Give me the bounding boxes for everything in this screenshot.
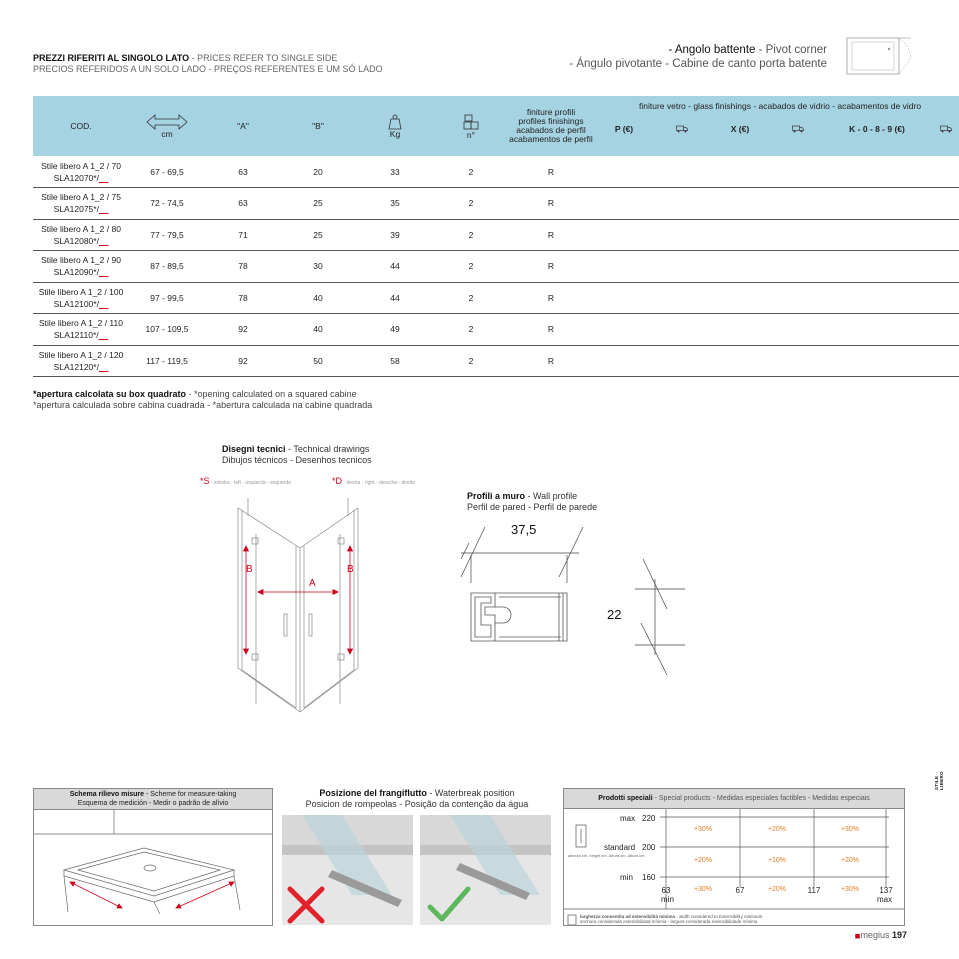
product-code: SLA12090*/ <box>53 267 99 278</box>
percent-surcharge: +20% <box>767 826 787 833</box>
a-cell: 63 <box>205 156 281 188</box>
delivery-k-cell <box>927 188 959 220</box>
tech-drawings-title <box>222 444 372 466</box>
delivery-p-cell <box>653 188 711 220</box>
product-name: Stile libero A 1_2 / 75 <box>41 192 121 203</box>
sidebar-series-tag: STILE LIBERO <box>934 771 944 790</box>
delivery-x-cell <box>769 219 827 251</box>
product-code-cell <box>33 156 129 188</box>
header-title-bold: PREZZI RIFERITI AL SINGOLO LATO <box>33 53 190 63</box>
hdr-finiture-profili: finiture profili <box>526 107 576 117</box>
product-code-cell <box>33 314 129 346</box>
price-x-cell <box>711 345 769 377</box>
price-k-cell <box>827 251 927 283</box>
delivery-x-cell <box>769 345 827 377</box>
measure-scheme-header <box>34 789 272 810</box>
product-name: Stile libero A 1_2 / 80 <box>41 223 121 234</box>
s-star: *S <box>200 476 210 486</box>
product-code-cell <box>33 282 129 314</box>
waterbreak-title <box>282 788 552 810</box>
price-p-cell <box>595 188 653 220</box>
b-cell: 25 <box>281 219 355 251</box>
code-suffix: __ <box>98 267 109 278</box>
table-row <box>33 251 959 283</box>
profile-title-rest: - Wall profile <box>525 491 578 501</box>
delivery-x-cell <box>769 282 827 314</box>
page-number: 197 <box>891 930 907 940</box>
col-price-x: X (€) <box>730 124 750 134</box>
truck-icon <box>769 125 827 135</box>
page-footer <box>855 930 907 940</box>
max-value: 220 <box>642 814 656 823</box>
a-cell: 71 <box>205 219 281 251</box>
weight-cell: 35 <box>355 188 435 220</box>
delivery-k-cell <box>927 282 959 314</box>
b-cell: 40 <box>281 314 355 346</box>
delivery-p-cell <box>653 219 711 251</box>
header-right <box>569 43 827 71</box>
measure-scheme-box <box>33 788 273 926</box>
left-version-label <box>200 476 291 486</box>
product-code: SLA12100*/ <box>53 298 99 309</box>
packages-cell: 2 <box>435 314 507 346</box>
code-suffix: __ <box>98 330 109 341</box>
packages-icon <box>462 113 480 131</box>
percent-surcharge: +30% <box>840 886 860 893</box>
hdr-glass-finishings: finiture vetro - glass finishings - acabados de vidrio - acabamentos de vidro <box>639 101 922 111</box>
profile-finish-cell: R <box>507 251 595 283</box>
price-k-cell <box>827 219 927 251</box>
header-left <box>33 53 383 75</box>
code-suffix: __ <box>98 204 109 215</box>
price-p-cell <box>595 156 653 188</box>
size-range-cell: 97 - 99,5 <box>129 282 205 314</box>
table-row <box>33 314 959 346</box>
col-n-label: n° <box>466 129 476 140</box>
note-line2: *apertura calculada sobre cabina cuadrada - *abertura calculada na cabine quadrada <box>33 400 373 410</box>
product-type-it: - Angolo battente <box>668 44 756 56</box>
waterbreak-title-rest: - Waterbreak position <box>426 788 515 798</box>
brand-logo-icon: ◼ <box>854 933 861 940</box>
a-cell: 92 <box>205 345 281 377</box>
standard-label: standard <box>604 843 636 852</box>
profile-title-line2: Perfil de pared - Perfil de parede <box>467 502 598 512</box>
product-name: Stile libero A 1_2 / 70 <box>41 160 121 171</box>
weight-cell: 44 <box>355 282 435 314</box>
standard-value: 200 <box>642 843 656 852</box>
wall-profile-drawing <box>455 515 695 685</box>
product-code-cell <box>33 345 129 377</box>
product-type-es-pt: - Ángulo pivotante - Cabine de canto porta batente <box>569 58 827 70</box>
table-row <box>33 188 959 220</box>
profile-finish-cell: R <box>507 219 595 251</box>
packages-cell: 2 <box>435 156 507 188</box>
tech-title-line2: Dibujos técnicos - Desenhos tecnicos <box>222 455 372 465</box>
b-cell: 30 <box>281 251 355 283</box>
profile-finish-cell: R <box>507 282 595 314</box>
profile-finish-cell: R <box>507 156 595 188</box>
d-text: - destra - right - derecha - direito <box>342 480 416 486</box>
delivery-p-cell <box>653 282 711 314</box>
b-cell: 50 <box>281 345 355 377</box>
measure-title-bold: Schema rilievo misure <box>69 791 145 798</box>
technical-drawing <box>228 494 368 724</box>
product-code: SLA12110*/ <box>53 330 99 341</box>
truck-icon <box>927 125 959 135</box>
note-line1-bold: *apertura calcolata su box quadrato <box>33 389 187 399</box>
delivery-p-cell <box>653 251 711 283</box>
pivot-corner-thumbnail-icon <box>843 35 913 77</box>
product-code: SLA12075*/ <box>53 204 99 215</box>
waterbreak-correct-image <box>420 815 551 925</box>
a-cell: 78 <box>205 251 281 283</box>
col-b: "B" <box>312 120 324 131</box>
delivery-x-cell <box>769 156 827 188</box>
right-version-label <box>332 476 415 486</box>
a-cell: 92 <box>205 314 281 346</box>
price-x-cell <box>711 282 769 314</box>
col-cm <box>129 96 205 156</box>
x-axis-label: 67 <box>735 886 745 895</box>
x-max-label: max <box>877 895 893 904</box>
x-axis-label: 63 <box>661 886 671 895</box>
s-text: - sinistra - left - izquierda - esquerda <box>209 480 291 486</box>
x-axis-label: 117 <box>807 886 821 895</box>
table-row <box>33 219 959 251</box>
note-line1-rest: - *opening calculated on a squared cabine <box>186 389 357 399</box>
code-suffix: __ <box>98 172 109 183</box>
col-profile-finish <box>507 96 595 156</box>
max-label: max <box>620 814 636 823</box>
profile-finish-cell: R <box>507 314 595 346</box>
b-cell: 25 <box>281 188 355 220</box>
b-cell: 20 <box>281 156 355 188</box>
col-cm-label: cm <box>161 128 173 139</box>
header-subtitle: PRECIOS REFERIDOS A UN SOLO LADO - PREÇOS REFERENTES E UM SÓ LADO <box>33 64 383 74</box>
a-cell: 78 <box>205 282 281 314</box>
delivery-x-cell <box>769 188 827 220</box>
table-row <box>33 345 959 377</box>
x-axis-label: 137 <box>879 886 893 895</box>
col-price-p: P (€) <box>614 124 634 134</box>
weight-cell: 49 <box>355 314 435 346</box>
weight-cell: 58 <box>355 345 435 377</box>
col-n <box>435 96 507 156</box>
percent-surcharge: +30% <box>693 826 713 833</box>
special-title-rest: - Special products - Medidas especiales factibles - Medidas especiais <box>652 795 870 802</box>
profile-depth: 22 <box>607 607 622 622</box>
special-products-chart <box>564 809 904 925</box>
price-k-cell <box>827 282 927 314</box>
table-row <box>33 282 959 314</box>
size-range-cell: 117 - 119,5 <box>129 345 205 377</box>
min-value: 160 <box>642 873 656 882</box>
price-k-cell <box>827 345 927 377</box>
price-p-cell <box>595 219 653 251</box>
header-title-rest: - PRICES REFER TO SINGLE SIDE <box>189 53 338 63</box>
percent-surcharge: +20% <box>840 857 860 864</box>
label-a: A <box>309 578 316 589</box>
weight-icon <box>386 114 404 130</box>
x-min-label: min <box>661 895 674 904</box>
delivery-k-cell <box>927 314 959 346</box>
col-a: "A" <box>237 120 249 131</box>
product-name: Stile libero A 1_2 / 100 <box>38 286 124 297</box>
product-code-cell <box>33 219 129 251</box>
col-price-k: K - 0 - 8 - 9 (€) <box>849 124 905 134</box>
tech-title-rest: - Technical drawings <box>285 444 370 454</box>
price-x-cell <box>711 314 769 346</box>
product-name: Stile libero A 1_2 / 120 <box>38 349 124 360</box>
shower-tray-diagram <box>34 810 272 922</box>
percent-surcharge: +10% <box>767 857 787 864</box>
product-code: SLA12120*/ <box>53 361 99 372</box>
price-x-cell <box>711 251 769 283</box>
hdr-profiles-finishings: profiles finishings <box>518 116 584 126</box>
delivery-k-cell <box>927 156 959 188</box>
delivery-k-cell <box>927 251 959 283</box>
measure-title-rest: - Scheme for measure-taking <box>144 791 237 798</box>
col-code: COD. <box>70 120 92 131</box>
price-k-cell <box>827 188 927 220</box>
opening-note <box>33 389 372 411</box>
packages-cell: 2 <box>435 251 507 283</box>
weight-cell: 33 <box>355 156 435 188</box>
label-b-left: B <box>246 564 253 575</box>
price-table <box>33 96 959 377</box>
price-x-cell <box>711 156 769 188</box>
tech-title-bold: Disegni tecnici <box>222 444 286 454</box>
code-suffix: __ <box>98 235 109 246</box>
percent-surcharge: +20% <box>767 886 787 893</box>
special-products-header <box>564 789 904 809</box>
truck-icon <box>653 125 711 135</box>
height-note: altezza cm. height cm. Altura cm. Altura cm. <box>568 853 646 858</box>
table-header-row <box>33 96 959 156</box>
b-cell: 40 <box>281 282 355 314</box>
delivery-x-cell <box>769 314 827 346</box>
width-note-line2: anchura considerada extensibilidad mínima - largura considerada extensibilidade mínima <box>580 919 758 924</box>
size-range-cell: 72 - 74,5 <box>129 188 205 220</box>
size-range-cell: 67 - 69,5 <box>129 156 205 188</box>
col-kg-label: Kg <box>389 128 401 139</box>
price-x-cell <box>711 219 769 251</box>
delivery-p-cell <box>653 156 711 188</box>
table-row <box>33 156 959 188</box>
code-suffix: __ <box>98 298 109 309</box>
brand-name: megius <box>860 930 890 940</box>
delivery-p-cell <box>653 314 711 346</box>
waterbreak-title-line2: Posicion de rompeolas - Posição da contenção da água <box>305 799 529 809</box>
price-p-cell <box>595 251 653 283</box>
price-k-cell <box>827 314 927 346</box>
price-x-cell <box>711 188 769 220</box>
product-code: SLA12080*/ <box>53 235 99 246</box>
profile-finish-cell: R <box>507 345 595 377</box>
code-suffix: __ <box>98 361 109 372</box>
special-products-box <box>563 788 905 926</box>
col-glass-finishings <box>595 96 959 156</box>
wall-profile-title <box>467 491 597 513</box>
packages-cell: 2 <box>435 282 507 314</box>
weight-cell: 44 <box>355 251 435 283</box>
product-name: Stile libero A 1_2 / 90 <box>41 255 121 266</box>
a-cell: 63 <box>205 188 281 220</box>
hdr-acabados-perfil: acabados de perfil <box>516 125 586 135</box>
price-p-cell <box>595 314 653 346</box>
delivery-x-cell <box>769 251 827 283</box>
size-range-cell: 107 - 109,5 <box>129 314 205 346</box>
packages-cell: 2 <box>435 219 507 251</box>
product-code-cell <box>33 188 129 220</box>
product-code: SLA12070*/ <box>53 172 99 183</box>
measure-title-line2: Esquema de medición - Medir o padrão de alívio <box>77 800 229 807</box>
price-p-cell <box>595 345 653 377</box>
label-b-right: B <box>347 564 354 575</box>
price-k-cell <box>827 156 927 188</box>
product-name: Stile libero A 1_2 / 110 <box>39 318 123 329</box>
product-type-en: - Pivot corner <box>755 44 827 56</box>
col-kg <box>355 96 435 156</box>
product-code-cell <box>33 251 129 283</box>
special-title-bold: Prodotti speciali <box>598 795 653 802</box>
min-label: min <box>620 873 633 882</box>
profile-finish-cell: R <box>507 188 595 220</box>
hdr-acabamentos-perfil: acabamentos de perfil <box>509 134 593 144</box>
width-note-rest: - width considered to Extensibility minimum <box>675 914 763 919</box>
size-range-cell: 87 - 89,5 <box>129 251 205 283</box>
waterbreak-title-bold: Posizione del frangiflutto <box>319 788 427 798</box>
weight-cell: 39 <box>355 219 435 251</box>
profile-title-bold: Profili a muro <box>467 491 526 501</box>
percent-surcharge: +30% <box>693 886 713 893</box>
d-star: *D <box>332 476 343 486</box>
profile-width: 37,5 <box>511 522 537 537</box>
size-range-cell: 77 - 79,5 <box>129 219 205 251</box>
width-arrows-icon <box>145 114 189 130</box>
delivery-p-cell <box>653 345 711 377</box>
waterbreak-wrong-image <box>282 815 413 925</box>
percent-surcharge: +30% <box>840 826 860 833</box>
delivery-k-cell <box>927 345 959 377</box>
price-p-cell <box>595 282 653 314</box>
percent-surcharge: +20% <box>693 857 713 864</box>
width-note-bold: larghezza consentita ad estensibilità minima <box>580 914 676 919</box>
delivery-k-cell <box>927 219 959 251</box>
packages-cell: 2 <box>435 345 507 377</box>
packages-cell: 2 <box>435 188 507 220</box>
